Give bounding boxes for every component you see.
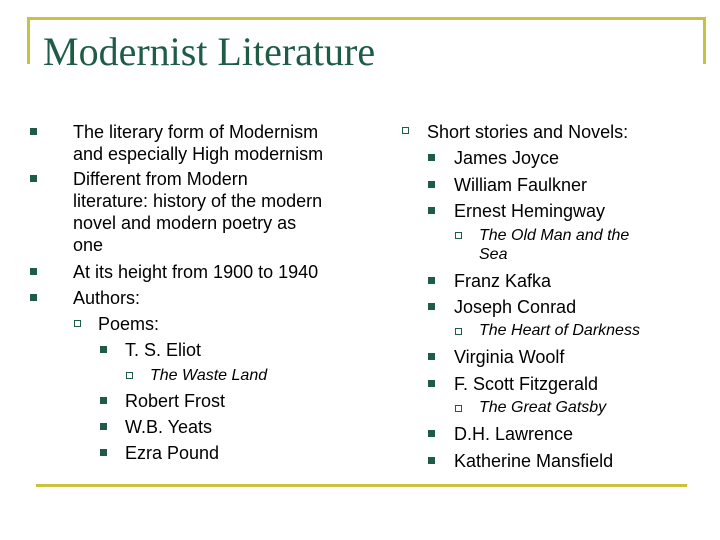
square-bullet-icon	[30, 268, 37, 275]
author-name: Virginia Woolf	[454, 347, 565, 367]
author-name: William Faulkner	[454, 175, 588, 195]
bullet-text: At its height from 1900 to 1940	[73, 262, 319, 282]
square-bullet-icon	[30, 128, 37, 135]
square-bullet-icon	[428, 430, 435, 437]
hollow-square-bullet-icon	[74, 320, 81, 327]
square-bullet-icon	[428, 181, 435, 188]
author-name: D.H. Lawrence	[454, 424, 574, 444]
square-bullet-icon	[428, 207, 435, 214]
square-bullet-icon	[428, 154, 435, 161]
author-name: Ernest Hemingway	[454, 201, 606, 221]
frame-right-rule	[703, 17, 706, 64]
hollow-square-bullet-icon	[455, 232, 462, 239]
square-bullet-icon	[428, 353, 435, 360]
frame-left-rule	[27, 17, 30, 64]
author-name: F. Scott Fitzgerald	[454, 374, 599, 394]
hollow-square-bullet-icon	[455, 405, 462, 412]
bullet-text: one	[73, 235, 104, 255]
work-title: The Waste Land	[150, 367, 268, 384]
author-name: T. S. Eliot	[125, 340, 202, 360]
square-bullet-icon	[428, 380, 435, 387]
frame-top-rule	[27, 17, 706, 20]
author-name: W.B. Yeats	[125, 417, 213, 437]
hollow-square-bullet-icon	[126, 372, 133, 379]
author-name: Katherine Mansfield	[454, 451, 614, 471]
hollow-square-bullet-icon	[455, 328, 462, 335]
square-bullet-icon	[428, 277, 435, 284]
square-bullet-icon	[100, 346, 107, 353]
bullet-text: The literary form of Modernism	[73, 122, 319, 142]
square-bullet-icon	[100, 397, 107, 404]
work-title: Sea	[479, 246, 508, 263]
author-name: Ezra Pound	[125, 443, 220, 463]
footer-rule	[36, 484, 687, 487]
sub-bullet-text: Poems:	[98, 314, 160, 334]
square-bullet-icon	[100, 423, 107, 430]
bullet-text: Short stories and Novels:	[427, 122, 629, 142]
bullet-text: Different from Modern	[73, 169, 248, 189]
square-bullet-icon	[428, 303, 435, 310]
square-bullet-icon	[100, 449, 107, 456]
hollow-square-bullet-icon	[402, 127, 409, 134]
bullet-text: and especially High modernism	[73, 144, 324, 164]
work-title: The Old Man and the	[479, 227, 630, 244]
bullet-text: novel and modern poetry as	[73, 213, 297, 233]
bullet-text: literature: history of the modern	[73, 191, 323, 211]
slide-title: Modernist Literature	[43, 29, 376, 74]
work-title: The Heart of Darkness	[479, 322, 640, 339]
author-name: Robert Frost	[125, 391, 226, 411]
square-bullet-icon	[30, 294, 37, 301]
square-bullet-icon	[30, 175, 37, 182]
bullet-text: Authors:	[73, 288, 141, 308]
author-name: James Joyce	[454, 148, 560, 168]
author-name: Joseph Conrad	[454, 297, 577, 317]
work-title: The Great Gatsby	[479, 399, 607, 416]
square-bullet-icon	[428, 457, 435, 464]
author-name: Franz Kafka	[454, 271, 552, 291]
